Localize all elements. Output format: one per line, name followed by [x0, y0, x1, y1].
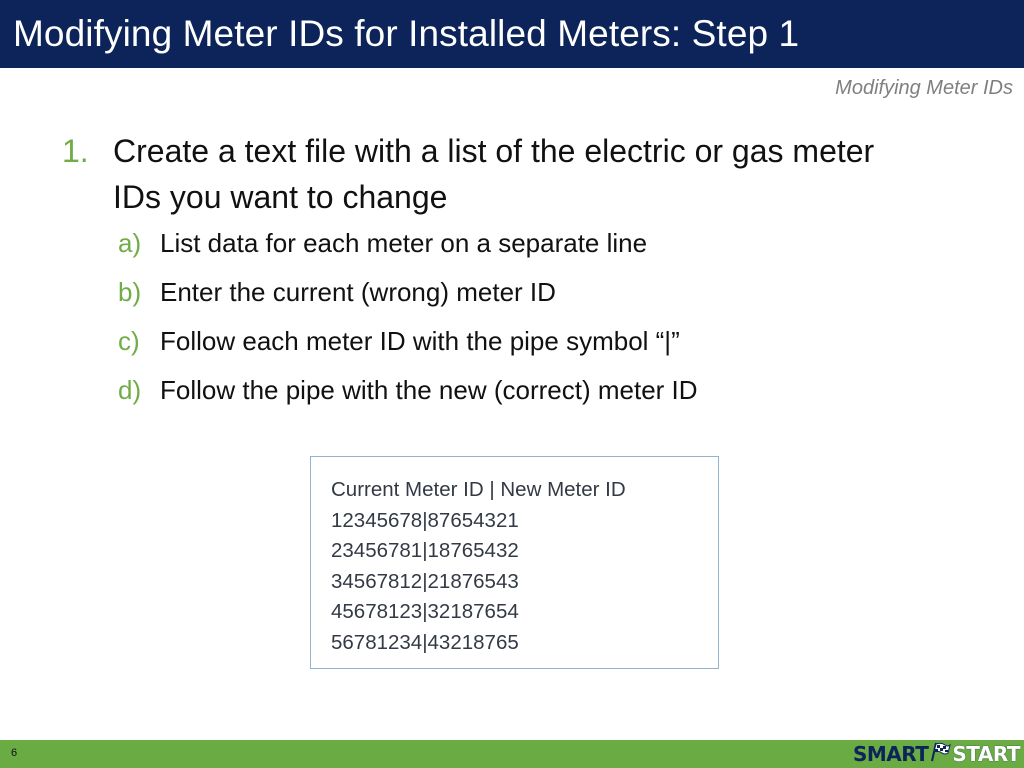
- step-list: [62, 128, 962, 422]
- step-item: [62, 128, 962, 220]
- file-data-line: 45678123|32187654: [331, 600, 519, 624]
- logo-text-start: START: [952, 742, 1020, 766]
- file-data-line: 56781234|43218765: [331, 630, 519, 654]
- substep-text: Follow each meter ID with the pipe symbol “|”: [160, 326, 680, 356]
- footer-bar: [0, 740, 1024, 768]
- substep-letter: b): [118, 277, 142, 307]
- slide-title: Modifying Meter IDs for Installed Meters: Step 1: [13, 13, 800, 54]
- title-bar: [0, 0, 1024, 68]
- file-header-line: Current Meter ID | New Meter ID: [331, 478, 626, 501]
- substep-item: [118, 373, 962, 422]
- substep-text: List data for each meter on a separate line: [160, 228, 648, 258]
- substep-item: [118, 226, 962, 275]
- substep-letter: a): [118, 228, 142, 258]
- file-data-line: 34567812|21876543: [331, 569, 519, 593]
- substep-item: [118, 324, 962, 373]
- smartstart-logo: [853, 742, 1020, 766]
- substep-letter: d): [118, 375, 142, 405]
- substep-letter: c): [118, 326, 140, 356]
- step-number: 1.: [62, 133, 89, 169]
- file-data-line: 23456781|18765432: [331, 539, 519, 563]
- slide-subtitle: Modifying Meter IDs: [835, 77, 1013, 99]
- checkered-flag-icon: [929, 742, 951, 767]
- substep-item: [118, 275, 962, 324]
- file-data-line: 12345678|87654321: [331, 508, 519, 532]
- logo-text-smart: SMART: [852, 742, 929, 766]
- step-text: Create a text file with a list of the electric or gas meter IDs you want to change: [113, 133, 875, 215]
- substep-text: Follow the pipe with the new (correct) meter ID: [160, 375, 698, 405]
- page-number: 6: [11, 747, 18, 759]
- substep-text: Enter the current (wrong) meter ID: [160, 277, 556, 307]
- example-file-box: [310, 456, 719, 669]
- substep-list: [118, 226, 962, 422]
